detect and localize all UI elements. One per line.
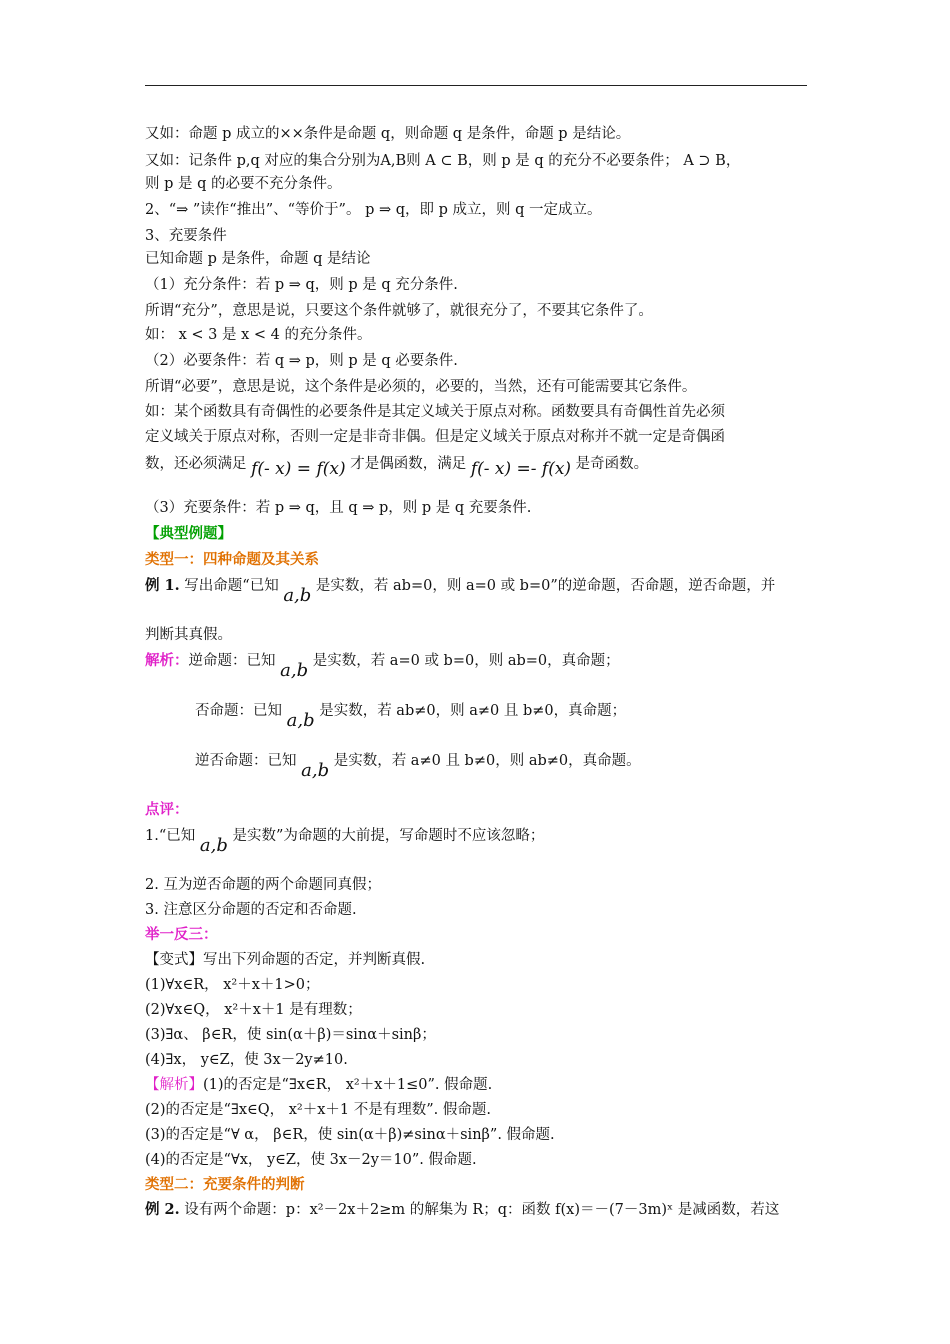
- text-line: 如：某个函数具有奇偶性的必要条件是其定义域关于原点对称。函数要具有奇偶性首先必须: [145, 404, 725, 420]
- answer-line: (4)的否定是“∀x， y∈Z，使 3x－2y＝10”. 假命题.: [145, 1152, 477, 1168]
- text-line: 判断其真假。: [145, 627, 232, 643]
- formula-ab: a,b: [280, 660, 309, 681]
- text-line: 所谓“充分”，意思是说，只要这个条件就够了，就很充分了，不要其它条件了。: [145, 303, 653, 319]
- text-fragment: 是实数，若 a≠0 且 b≠0，则 ab≠0，真命题。: [329, 753, 641, 769]
- solution-line-1: [145, 650, 620, 681]
- text-line: 则 p 是 q 的必要不充分条件。: [145, 176, 342, 192]
- answer-line-1: [145, 1075, 492, 1095]
- formula-odd: f(- x) =- f(x): [470, 459, 572, 479]
- text-line: [145, 453, 649, 479]
- variant-item: (1)∀x∈R， x²＋x＋1>0；: [145, 977, 320, 993]
- example-1: [145, 575, 776, 606]
- text-fragment: 逆命题：已知: [188, 653, 281, 669]
- answer-line: (3)的否定是“∀ α， β∈R，使 sin(α＋β)≠sinα＋sinβ”. 假命题.: [145, 1127, 555, 1143]
- example-label: 例 1.: [145, 577, 180, 594]
- formula-ab: a,b: [283, 585, 312, 606]
- text-fragment: 是奇函数。: [571, 456, 649, 472]
- text-line: 2、“⇒ ”读作“推出”、“等价于”。 p ⇒ q，即 p 成立，则 q 一定成立。: [145, 202, 602, 218]
- formula-ab: a,b: [199, 835, 228, 856]
- text-fragment: 是实数，若 ab≠0，则 a≠0 且 b≠0，真命题；: [314, 703, 627, 719]
- formula-ab: a,b: [286, 710, 315, 731]
- example-label: 例 2.: [145, 1201, 180, 1218]
- text-fragment: (1)的否定是“∃x∈R， x²＋x＋1≤0”. 假命题.: [203, 1077, 493, 1093]
- variant-item: (4)∃x， y∈Z，使 3x－2y≠10.: [145, 1052, 348, 1068]
- solution-line-2: [195, 700, 627, 731]
- section-heading: 【典型例题】: [145, 525, 232, 542]
- text-fragment: 设有两个命题：p：x²－2x＋2≥m 的解集为 R；q：函数 f(x)＝－(7－3m)ˣ 是减函数，若这: [179, 1202, 780, 1218]
- text-line: （1）充分条件：若 p ⇒ q，则 p 是 q 充分条件.: [145, 277, 458, 293]
- text-line: 又如：命题 p 成立的××条件是命题 q，则命题 q 是条件，命题 p 是结论。: [145, 126, 631, 142]
- solution-label: 解析：: [145, 652, 189, 669]
- formula-ab: a,b: [301, 760, 330, 781]
- solution-line-3: [195, 750, 641, 781]
- section-heading: 类型一：四种命题及其关系: [145, 551, 319, 568]
- text-fragment: 1.“已知: [145, 828, 200, 844]
- variant-item: (2)∀x∈Q， x²＋x＋1 是有理数；: [145, 1002, 362, 1018]
- text-fragment: 数，还必须满足: [145, 456, 252, 472]
- answer-label: 【解析】: [145, 1077, 203, 1093]
- variant-prompt: 【变式】写出下列命题的否定，并判断真假.: [145, 952, 426, 968]
- text-fragment: 是实数，若 a=0 或 b=0，则 ab=0，真命题；: [308, 653, 620, 669]
- text-line: 如： x < 3 是 x < 4 的充分条件。: [145, 327, 372, 343]
- review-line-2: 2. 互为逆否命题的两个命题同真假；: [145, 877, 381, 893]
- text-line: 已知命题 p 是条件，命题 q 是结论: [145, 251, 371, 267]
- review-line-1: [145, 825, 545, 856]
- text-fragment: 是实数”为命题的大前提，写命题时不应该忽略；: [227, 828, 545, 844]
- review-line-3: 3. 注意区分命题的否定和否命题.: [145, 902, 357, 918]
- review-label: 点评：: [145, 801, 189, 818]
- text-line: （2）必要条件：若 q ⇒ p，则 p 是 q 必要条件.: [145, 353, 458, 369]
- text-line: 3、充要条件: [145, 228, 227, 244]
- text-line: 又如：记条件 p,q 对应的集合分别为A,B则 A ⊂ B，则 p 是 q 的充分不必要条件； A ⊃ B，: [145, 153, 741, 169]
- text-fragment: 写出命题“已知: [179, 578, 284, 594]
- text-fragment: 是实数，若 ab=0，则 a=0 或 b=0”的逆命题，否命题，逆否命题，并: [311, 578, 776, 594]
- text-fragment: 逆否命题：已知: [195, 753, 302, 769]
- text-fragment: 才是偶函数，满足: [345, 456, 471, 472]
- section-heading: 类型二：充要条件的判断: [145, 1176, 305, 1193]
- text-line: （3）充要条件：若 p ⇒ q，且 q ⇒ p，则 p 是 q 充要条件.: [145, 500, 532, 516]
- text-fragment: 否命题：已知: [195, 703, 287, 719]
- example-2: [145, 1200, 779, 1220]
- formula-even: f(- x) = f(x): [251, 459, 346, 479]
- practice-label: 举一反三：: [145, 926, 218, 943]
- text-line: 定义域关于原点对称，否则一定是非奇非偶。但是定义域关于原点对称并不就一定是奇偶函: [145, 429, 725, 445]
- variant-item: (3)∃α、 β∈R，使 sin(α＋β)＝sinα＋sinβ；: [145, 1027, 436, 1043]
- header-rule: [145, 85, 807, 86]
- answer-line: (2)的否定是“∃x∈Q， x²＋x＋1 不是有理数”. 假命题.: [145, 1102, 491, 1118]
- text-line: 所谓“必要”，意思是说，这个条件是必须的，必要的，当然，还有可能需要其它条件。: [145, 379, 697, 395]
